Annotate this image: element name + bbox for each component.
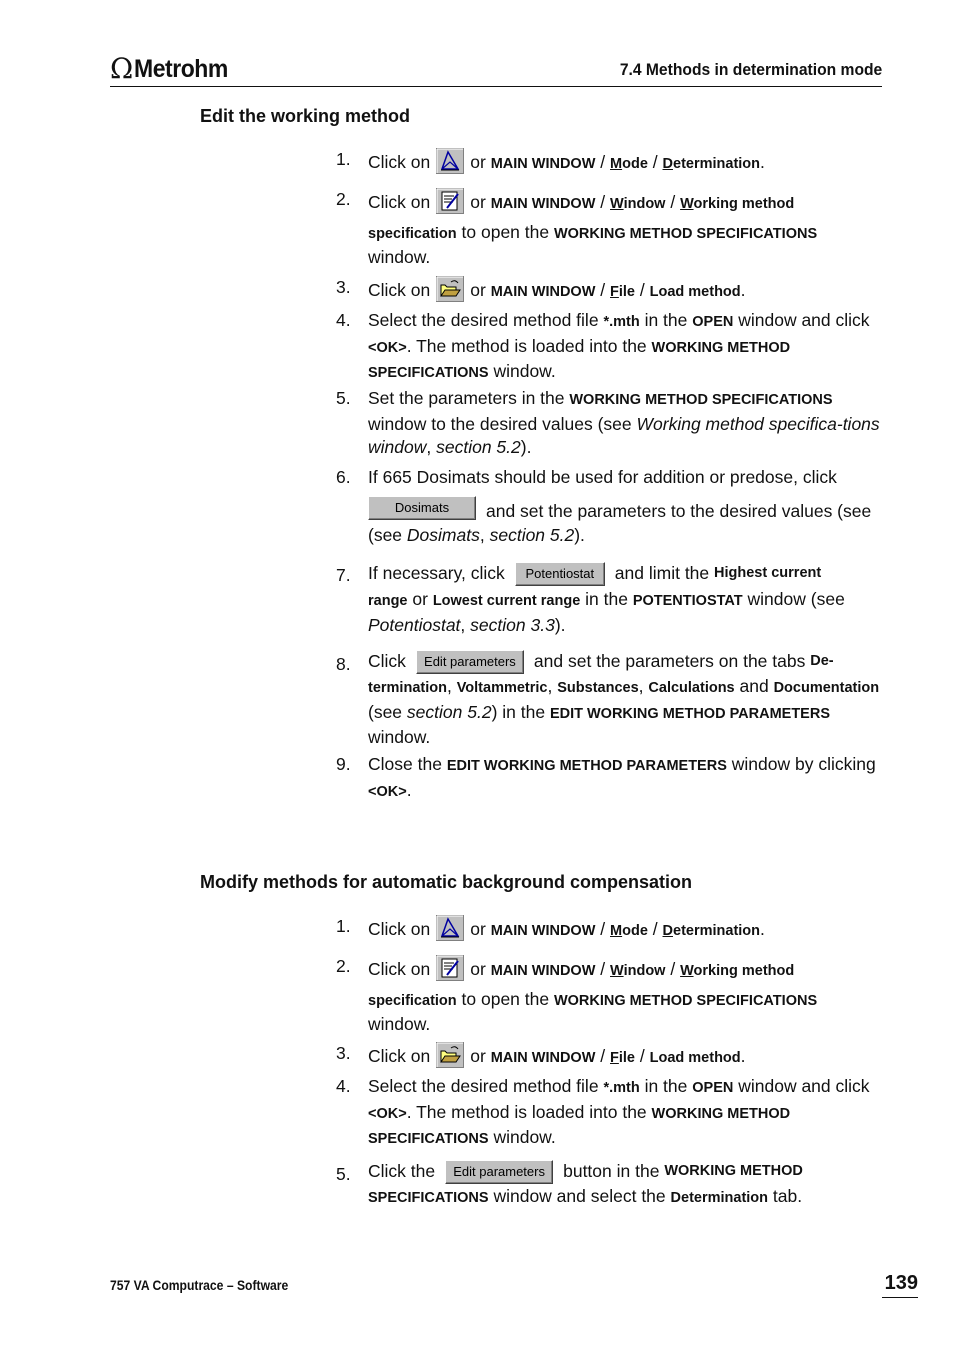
list-item: [336, 387, 882, 459]
edit-parameters-button[interactable]: Edit parameters: [416, 650, 524, 674]
open-folder-icon[interactable]: [436, 276, 464, 309]
list-item: [336, 148, 882, 172]
list-item: [336, 915, 882, 939]
list-item: [336, 188, 882, 267]
step-number: 9.: [336, 754, 351, 774]
list-item: [336, 645, 882, 749]
step-number: 4.: [336, 1076, 351, 1096]
step-number: 1.: [336, 149, 351, 169]
step-text: If 665 Dosimats should be used for addition or predose, click Dosimats and set the parameters to the desired values (see (see Dosimats, section 5.2).: [368, 467, 872, 545]
step-number: 3.: [336, 277, 351, 297]
footer-product: 757 VA Computrace – Software: [110, 1278, 289, 1293]
step-text: Click on or MAIN WINDOW / File / Load method.: [368, 1042, 882, 1075]
step-text: Select the desired method file *.mth in the OPEN window and click <OK>. The method is loaded into the WORKING METHOD SPECIFICATIONS window.: [368, 310, 870, 381]
step-text: Click on or MAIN WINDOW / Window / Working method specification to open the WORKING METHOD SPECIFICATIONS window.: [368, 955, 882, 1037]
list-item: [336, 309, 882, 381]
step-number: 4.: [336, 310, 351, 330]
step-number: 2.: [336, 956, 351, 976]
step-text: Click on or MAIN WINDOW / File / Load method.: [368, 276, 882, 309]
list-item: [336, 466, 882, 550]
list-item: [336, 276, 882, 300]
step-text: If necessary, click Potentiostat and limit the Highest current range or Lowest current range in the POTENTIOSTAT window (see Potentiostat, section 3.3).: [368, 563, 845, 635]
logo-text: Metrohm: [134, 54, 229, 83]
step-number: 7.: [336, 565, 351, 585]
notepad-edit-icon[interactable]: [436, 188, 464, 221]
determination-mode-icon[interactable]: [436, 915, 464, 948]
list-item: [336, 753, 882, 801]
step-text: Click on or MAIN WINDOW / Mode / Determination.: [368, 915, 882, 948]
metrohm-logo: [110, 54, 236, 84]
step-text: Click on or MAIN WINDOW / Mode / Determination.: [368, 148, 882, 181]
section-title-edit-working-method: Edit the working method: [200, 106, 410, 126]
determination-mode-icon[interactable]: [436, 148, 464, 181]
step-number: 5.: [336, 388, 351, 408]
step-text: Click Edit parameters and set the parameters on the tabs De- termination, Voltammetric, Substances, Calculations and Documentation (see section 5.2) in the EDIT WORKING METHOD PARAMETERS window.: [368, 651, 880, 747]
step-number: 5.: [336, 1164, 351, 1184]
step-number: 8.: [336, 654, 351, 674]
step-number: 3.: [336, 1043, 351, 1063]
step-text: Click the Edit parameters button in the WORKING METHOD SPECIFICATIONS window and select the Determination tab.: [368, 1161, 803, 1206]
section-title-modify-methods: Modify methods for automatic background compensation: [200, 872, 693, 892]
open-folder-icon[interactable]: [436, 1042, 464, 1075]
step-text: Close the EDIT WORKING METHOD PARAMETERS window by clicking <OK>.: [368, 754, 876, 800]
omega-logo-icon: Ω: [110, 52, 134, 85]
notepad-edit-icon[interactable]: [436, 955, 464, 988]
step-text: Click on or MAIN WINDOW / Window / Working method specification to open the WORKING METHOD SPECIFICATIONS window.: [368, 188, 882, 270]
step-text: Set the parameters in the WORKING METHOD SPECIFICATIONS window to the desired values (see Working method specifica-tions window, section 5.2).: [368, 388, 880, 457]
edit-parameters-button[interactable]: Edit parameters: [445, 1160, 553, 1184]
header-rule: [110, 86, 882, 87]
list-item: [336, 1075, 882, 1147]
list-item: [336, 955, 882, 1034]
step-text: Select the desired method file *.mth in the OPEN window and click <OK>. The method is loaded into the WORKING METHOD SPECIFICATIONS window.: [368, 1076, 870, 1147]
list-item: [336, 1042, 882, 1066]
step-number: 2.: [336, 189, 351, 209]
page-number: 139: [882, 1270, 918, 1298]
step-number: 6.: [336, 467, 351, 487]
dosimats-button[interactable]: Dosimats: [368, 496, 476, 520]
list-item: [336, 558, 882, 638]
list-item: [336, 1155, 882, 1211]
step-number: 1.: [336, 916, 351, 936]
running-header: 7.4 Methods in determination mode: [619, 60, 882, 79]
potentiostat-button[interactable]: Potentiostat: [515, 562, 605, 586]
